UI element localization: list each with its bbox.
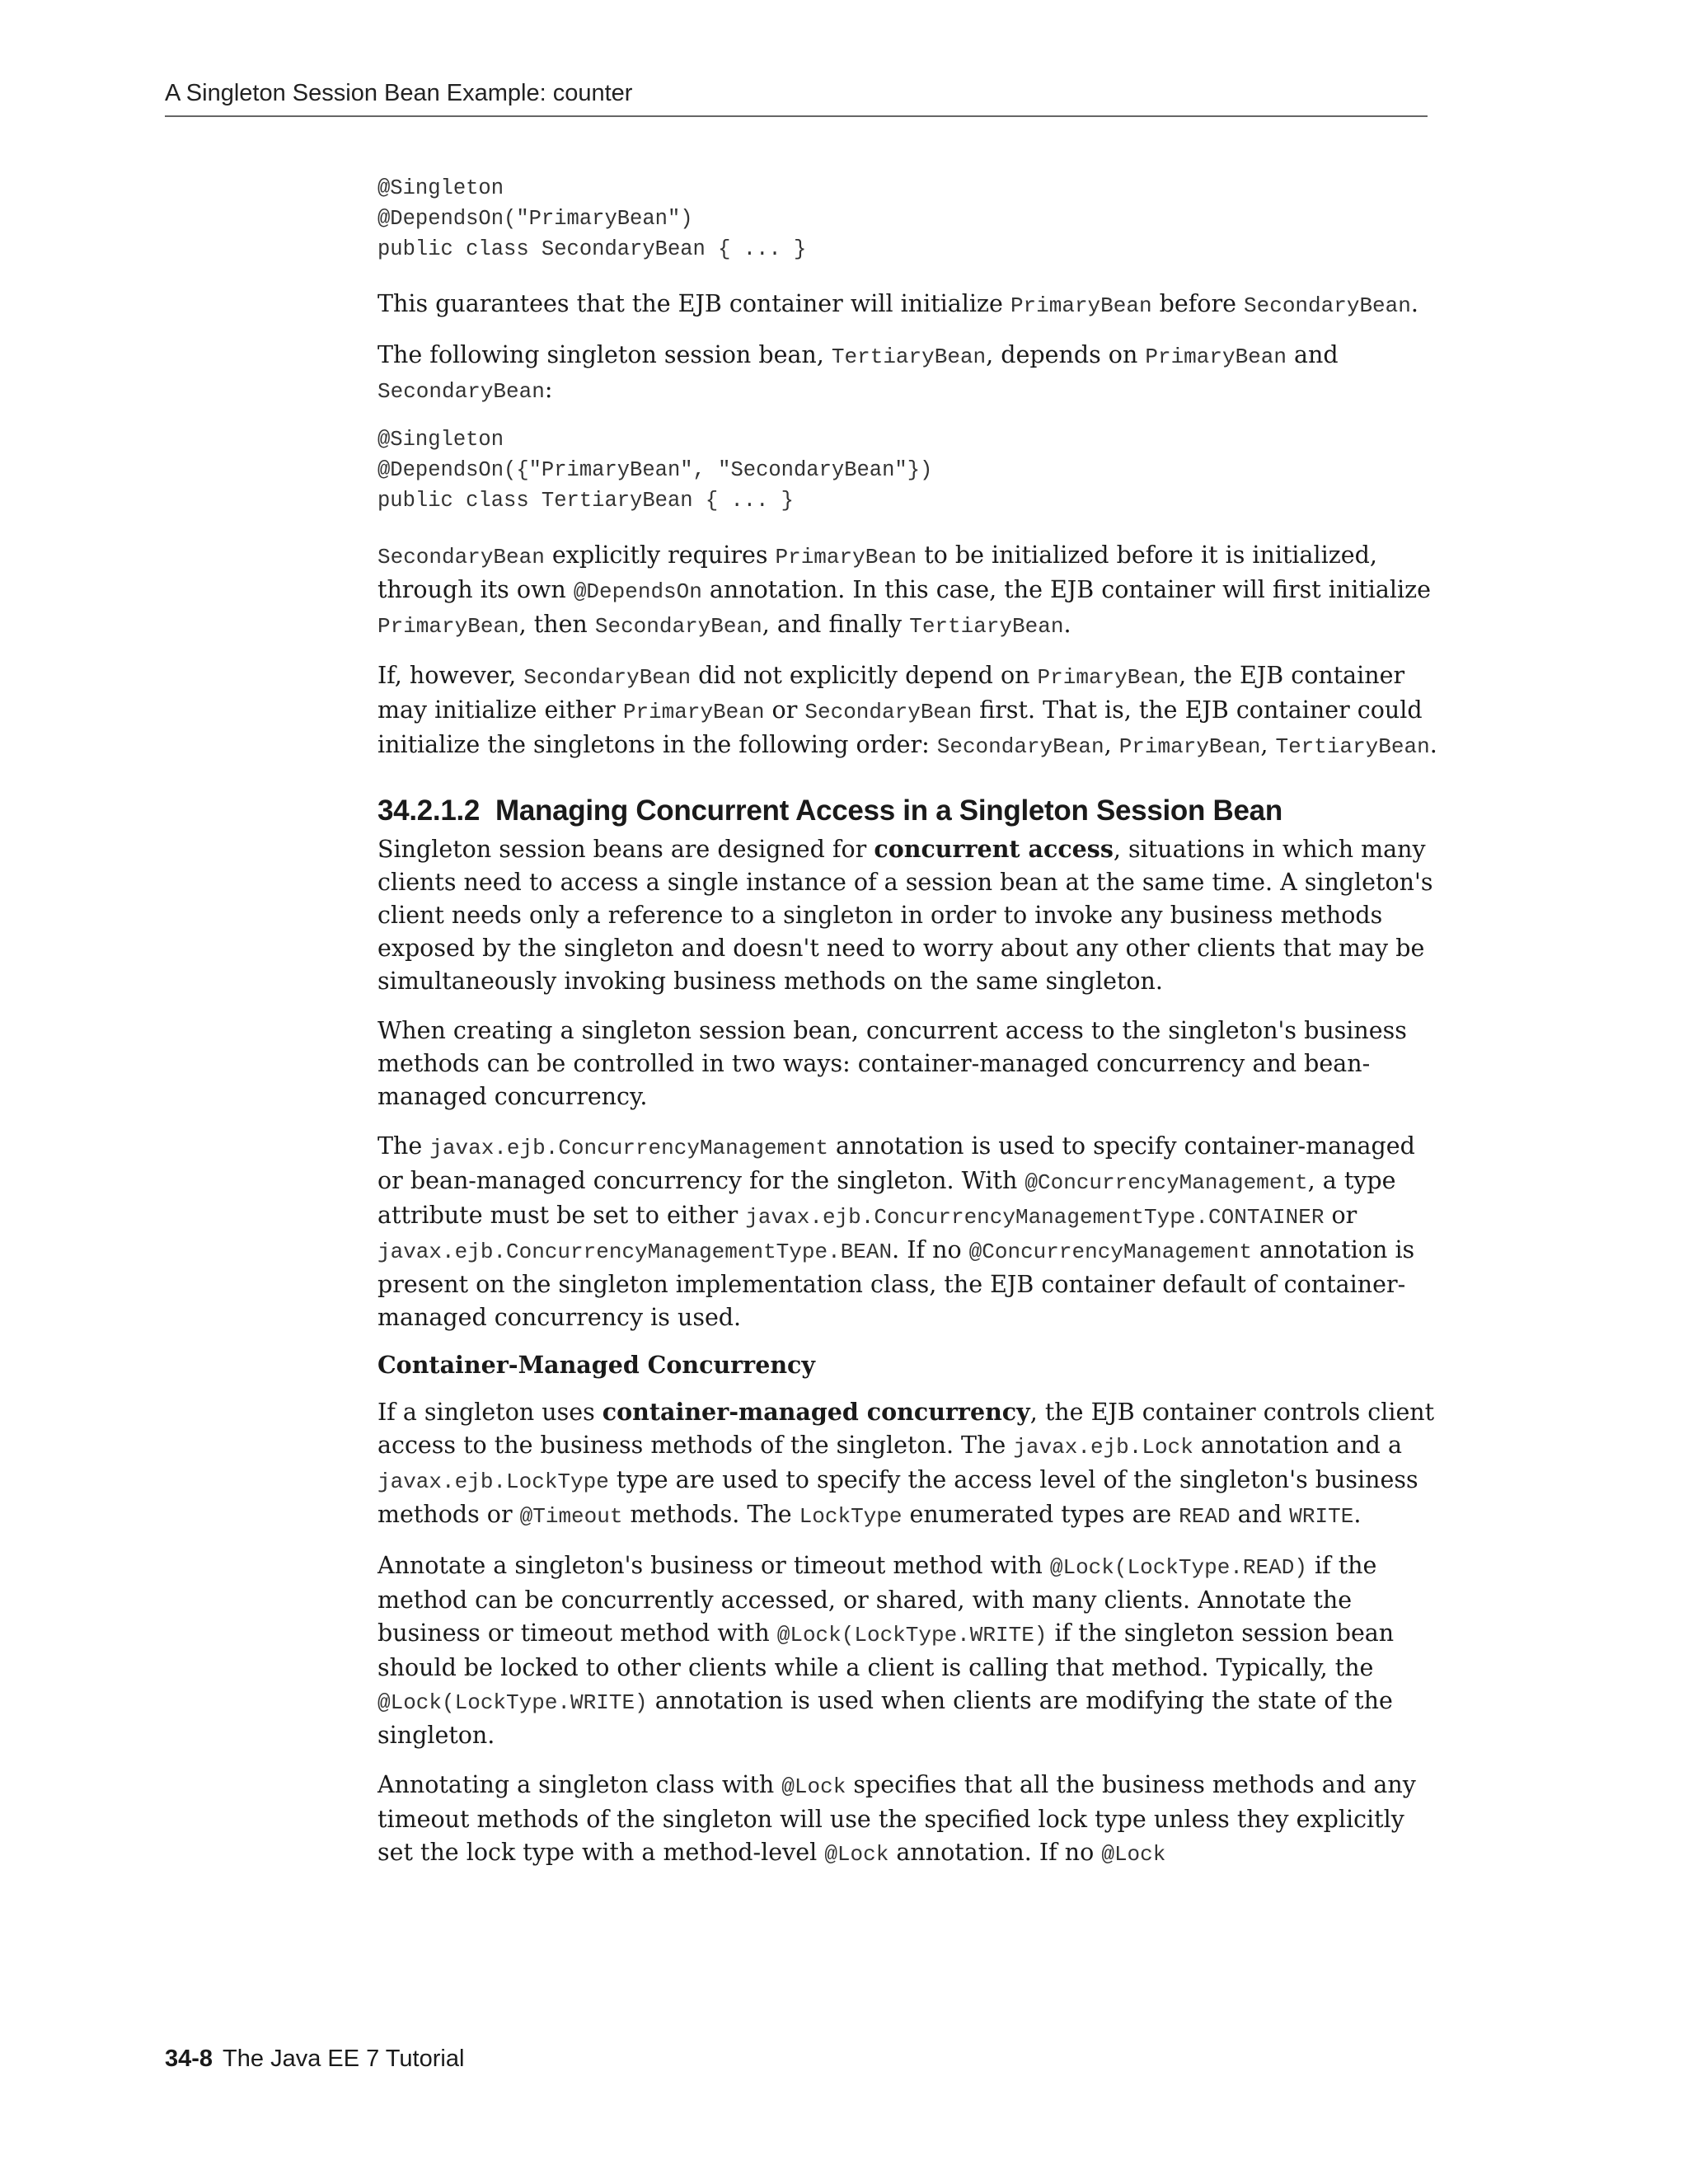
paragraph-container-managed: If a singleton uses container-managed concurrency, the EJB container controls client access to the business methods of the singleton. The javax.ejb.Lock annotation and a javax.ejb.LockType type are used to specify the access level of the singleton's business methods or @Timeout methods. The LockType enumerated types are READ and WRITE. (377, 1398, 1435, 1529)
section-number: 34.2.1.2 (377, 794, 481, 827)
subheading-container-managed: Container-Managed Concurrency (377, 1351, 815, 1379)
paragraph-guarantee: This guarantees that the EJB container will initialize PrimaryBean before SecondaryBean. (377, 290, 1418, 318)
page-number: 34-8 (165, 2046, 213, 2072)
running-header (165, 76, 1428, 117)
paragraph-lock-annotations: Annotate a singleton's business or timeout method with @Lock(LockType.READ) if the method can be concurrently accessed, or shared, with many clients. Annotate the business or timeout method with @Lock(LockType.WRITE) if the singleton session bean should be locked to other clients while a client is calling that method. Typically, the @Lock(LockType.WRITE) annotation is used when clients are modifying the state of the singleton. (377, 1552, 1395, 1749)
section-title: Managing Concurrent Access in a Singleton Session Bean (495, 794, 1282, 827)
page-footer (165, 2046, 464, 2073)
section-heading (377, 794, 1441, 827)
paragraph-class-lock: Annotating a singleton class with @Lock specifies that all the business methods and any timeout methods of the singleton will use the specified lock type unless they explicitly set the lock type with a method-level @Lock annotation. If no @Lock (377, 1771, 1416, 1867)
paragraph-alternative-order: If, however, SecondaryBean did not explicitly depend on PrimaryBean, the EJB container may initialize either PrimaryBean or SecondaryBean first. That is, the EJB container could initialize the singletons in the following order: SecondaryBean, PrimaryBean, TertiaryBean. (377, 662, 1437, 759)
book-title: The Java EE 7 Tutorial (223, 2046, 465, 2072)
paragraph-concurrent-access: Singleton session beans are designed for concurrent access, situations in which many clients need to access a single instance of a session bean at the same time. A singleton's client needs only a reference to a singleton in order to invoke any business methods exposed by the singleton and doesn't need to worry about any other clients that may be simultaneously invoking business methods on the same singleton. (377, 835, 1433, 995)
code-example-tertiary-bean: @Singleton @DependsOn({"PrimaryBean", "SecondaryBean"}) public class TertiaryBean { ... } (377, 428, 933, 513)
page-body (377, 173, 1441, 1887)
paragraph-tertiary-intro: The following singleton session bean, TertiaryBean, depends on PrimaryBean and SecondaryBean: (377, 341, 1339, 404)
paragraph-two-ways: When creating a singleton session bean, concurrent access to the singleton's business methods can be controlled in two ways: container-managed concurrency and bean-managed concurrency. (377, 1017, 1407, 1110)
paragraph-init-order: SecondaryBean explicitly requires PrimaryBean to be initialized before it is initialized, through its own @DependsOn annotation. In this case, the EJB container will first initialize PrimaryBean, then SecondaryBean, and finally TertiaryBean. (377, 541, 1431, 639)
paragraph-concurrency-management: The javax.ejb.ConcurrencyManagement annotation is used to specify container-managed or bean-managed concurrency for the singleton. With @ConcurrencyManagement, a type attribute must be set to either javax.ejb.ConcurrencyManagementType.CONTAINER or javax.ejb.ConcurrencyManagementType.BEAN. If no @ConcurrencyManagement annotation is present on the singleton implementation class, the EJB container default of container-managed concurrency is used. (377, 1132, 1415, 1331)
running-title: A Singleton Session Bean Example: counter (165, 80, 633, 106)
code-example-secondary-bean: @Singleton @DependsOn("PrimaryBean") public class SecondaryBean { ... } (377, 176, 807, 261)
